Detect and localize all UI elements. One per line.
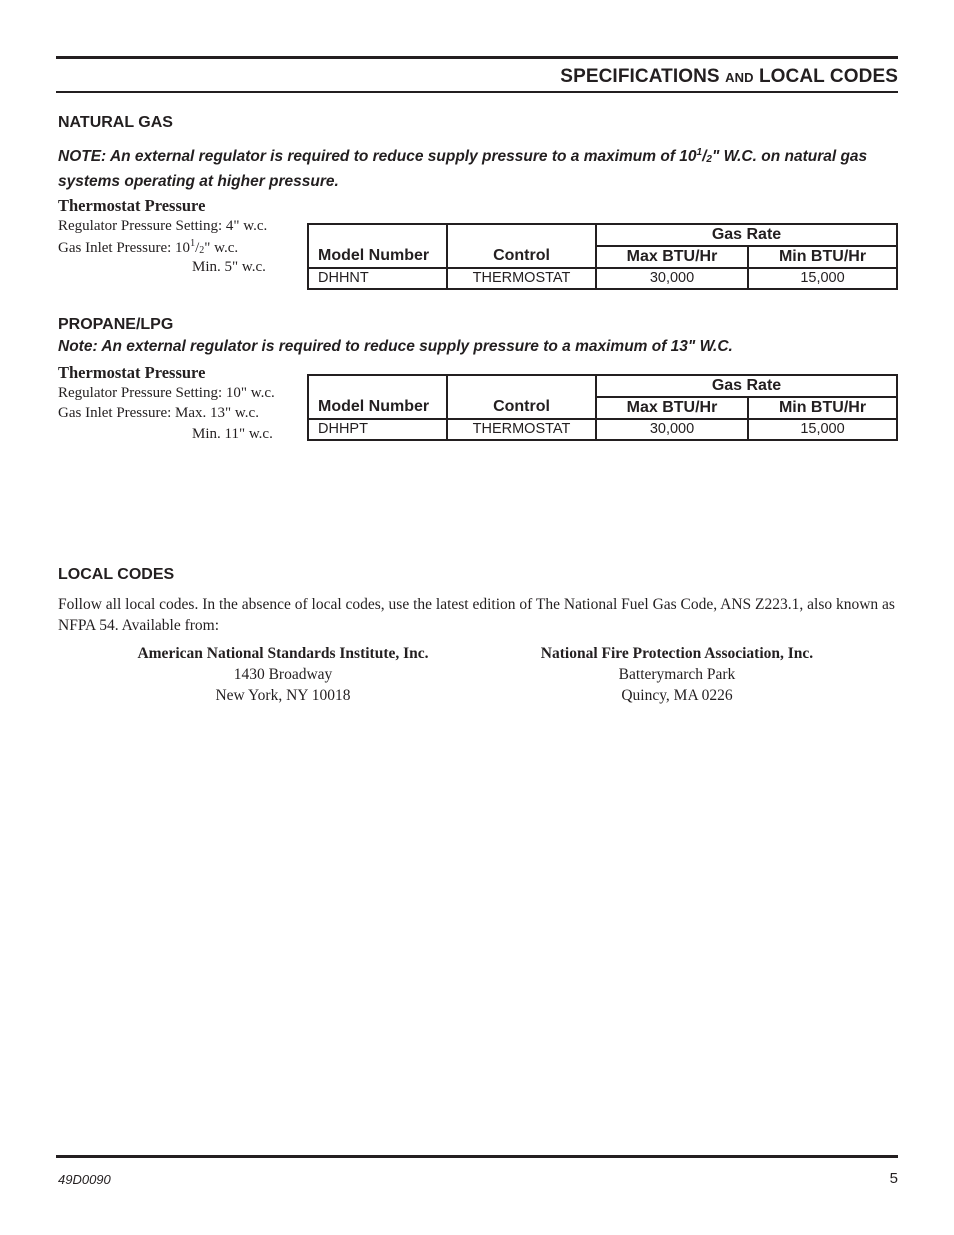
lp-thermostat-title: Thermostat Pressure: [58, 363, 206, 382]
doc-number: 49D0090: [58, 1172, 111, 1187]
lp-regulator-setting: Regulator Pressure Setting: 10" w.c.: [58, 385, 275, 401]
natural-gas-table: [307, 223, 898, 290]
col-header-min: Min BTU/Hr: [748, 397, 897, 419]
title-underline: [56, 91, 898, 93]
ng-thermostat-title: Thermostat Pressure: [58, 196, 206, 215]
col-header-model: Model Number: [308, 224, 447, 268]
natural-gas-heading: NATURAL GAS: [58, 114, 173, 131]
local-codes-heading: LOCAL CODES: [58, 566, 175, 583]
propane-heading: PROPANE/LPG: [58, 316, 174, 333]
title-part2: LOCAL CODES: [758, 66, 898, 87]
footer-rule: [56, 1155, 898, 1158]
page-number: 5: [889, 1170, 898, 1187]
note-text-b: " W.C. on natural gas systems operating at higher pressure.: [58, 148, 868, 190]
ng-regulator-setting: Regulator Pressure Setting: 4" w.c.: [58, 218, 268, 234]
note-text-a: NOTE: An external regulator is required to reduce supply pressure to a maximum of 10: [58, 148, 697, 165]
address-block-ansi: [83, 643, 483, 706]
page-title: [560, 66, 898, 88]
col-header-control: Control: [447, 224, 596, 268]
ng-inlet-num: 1: [190, 238, 196, 249]
address-street: 1430 Broadway: [233, 666, 333, 683]
lp-min-pressure: Min. 11" w.c.: [192, 426, 273, 442]
col-header-min: Min BTU/Hr: [748, 246, 897, 268]
title-and: AND: [725, 70, 754, 85]
col-header-control: Control: [447, 375, 596, 419]
cell-min: 15,000: [748, 419, 897, 440]
col-header-max: Max BTU/Hr: [596, 397, 748, 419]
top-rule: [56, 56, 898, 59]
propane-note: Note: An external regulator is required to reduce supply pressure to a maximum of 13" W.C.: [58, 338, 733, 355]
cell-model: DHHNT: [308, 268, 447, 289]
ng-inlet-den: 2: [199, 245, 205, 256]
natural-gas-note: NOTE: An external regulator is required to reduce supply pressure to a maximum of $10^1/2$" W.C. on natural gas systems operating at higher pressure.: [58, 147, 868, 190]
address-city: Quincy, MA 0226: [621, 687, 733, 704]
lp-inlet-pressure: Gas Inlet Pressure: Max. 13" w.c.: [58, 405, 259, 421]
ng-inlet-text-b: " w.c.: [204, 240, 239, 256]
col-header-max: Max BTU/Hr: [596, 246, 748, 268]
address-city: New York, NY 10018: [215, 687, 351, 704]
note-fraction-den: 2: [706, 154, 712, 165]
ng-inlet-text-a: Gas Inlet Pressure: 10: [58, 240, 191, 256]
col-header-gas-rate: Gas Rate: [596, 375, 897, 397]
cell-control: THERMOSTAT: [447, 419, 596, 440]
table-row: [308, 268, 897, 289]
address-street: Batterymarch Park: [618, 666, 736, 683]
title-part1: SPECIFICATIONS: [560, 66, 720, 87]
cell-max: 30,000: [596, 268, 748, 289]
cell-max: 30,000: [596, 419, 748, 440]
cell-control: THERMOSTAT: [447, 268, 596, 289]
col-header-model: Model Number: [308, 375, 447, 419]
address-block-nfpa: [477, 643, 877, 706]
cell-min: 15,000: [748, 268, 897, 289]
propane-table: [307, 374, 898, 441]
ng-inlet-pressure: Gas Inlet Pressure: $10^1/2$" w.c.: [58, 238, 239, 256]
note-fraction-num: 1: [696, 147, 703, 158]
address-org: American National Standards Institute, Inc.: [137, 645, 429, 662]
col-header-gas-rate: Gas Rate: [596, 224, 897, 246]
ng-min-pressure: Min. 5" w.c.: [192, 259, 266, 275]
local-codes-paragraph: Follow all local codes. In the absence of local codes, use the latest edition of The National Fuel Gas Code, ANS Z223.1, also known as NFPA 54. Available from:: [58, 596, 895, 634]
address-org: National Fire Protection Association, Inc.: [540, 645, 814, 662]
table-row: [308, 419, 897, 440]
cell-model: DHHPT: [308, 419, 447, 440]
